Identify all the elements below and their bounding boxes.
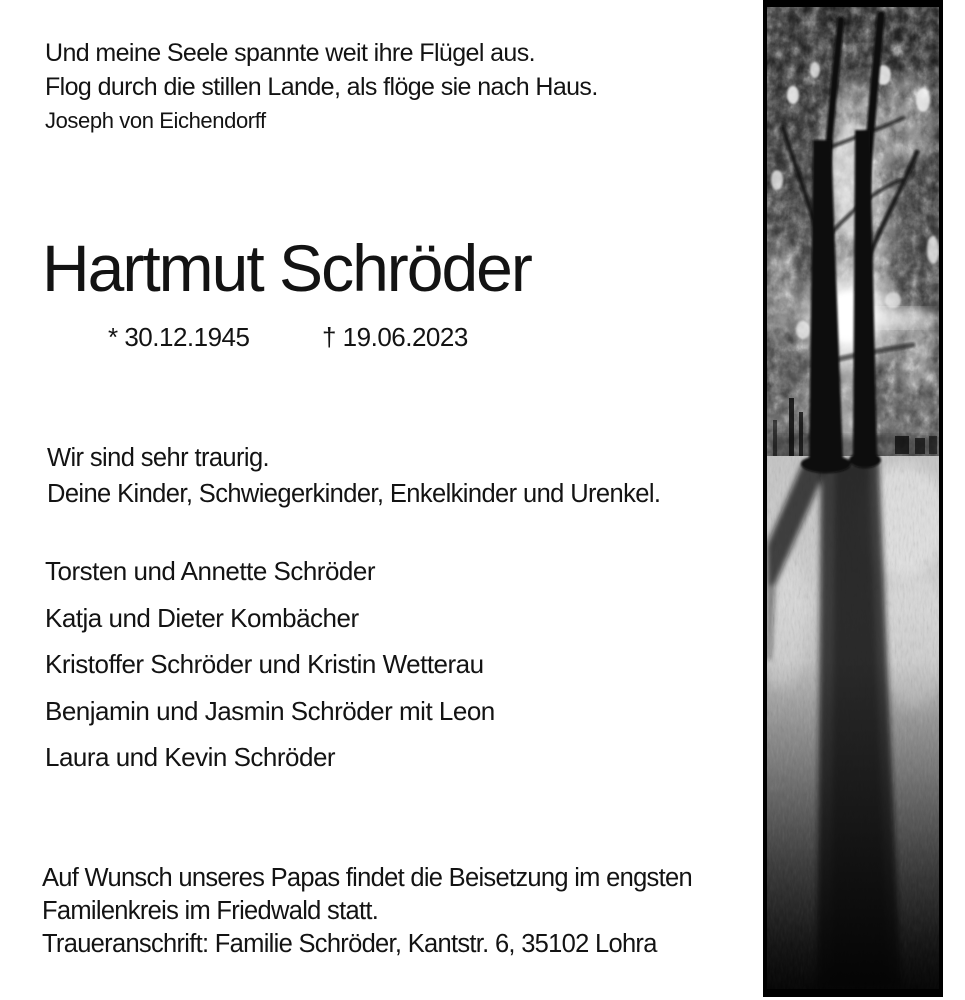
family-name-row: Benjamin und Jasmin Schröder mit Leon bbox=[45, 695, 495, 726]
family-name-row: Katja und Dieter Kombächer bbox=[45, 602, 359, 633]
funeral-line-1: Auf Wunsch unseres Papas findet die Beisetzung im engsten bbox=[42, 864, 692, 892]
mourning-address: Traueranschrift: Familie Schröder, Kantstr. 6, 35102 Lohra bbox=[42, 930, 657, 958]
birth-date: * 30.12.1945 bbox=[108, 322, 250, 352]
quote-line-1: Und meine Seele spannte weit ihre Flügel aus. bbox=[45, 39, 535, 67]
mourning-line-1: Wir sind sehr traurig. bbox=[47, 444, 270, 472]
funeral-line-2: Familenkreis im Friedwald statt. bbox=[42, 897, 379, 925]
family-name-row: Laura und Kevin Schröder bbox=[45, 742, 336, 772]
mourning-statement bbox=[47, 441, 660, 512]
death-date: † 19.06.2023 bbox=[322, 322, 468, 352]
trees-sunlight-photo-graphic bbox=[763, 0, 943, 997]
family-name-row: Kristoffer Schröder und Kristin Wetterau bbox=[45, 649, 484, 679]
quote-author: Joseph von Eichendorff bbox=[45, 108, 266, 133]
poem-quote bbox=[45, 36, 598, 136]
mourning-line-2: Deine Kinder, Schwiegerkinder, Enkelkinder und Urenkel. bbox=[47, 479, 661, 508]
quote-line-2: Flog durch die stillen Lande, als flöge sie nach Haus. bbox=[45, 73, 598, 101]
memorial-photo bbox=[763, 0, 943, 997]
funeral-information bbox=[42, 862, 692, 961]
family-names-list bbox=[45, 548, 495, 781]
family-name-row: Torsten und Annette Schröder bbox=[45, 556, 376, 586]
deceased-name: Hartmut Schröder bbox=[42, 231, 531, 305]
